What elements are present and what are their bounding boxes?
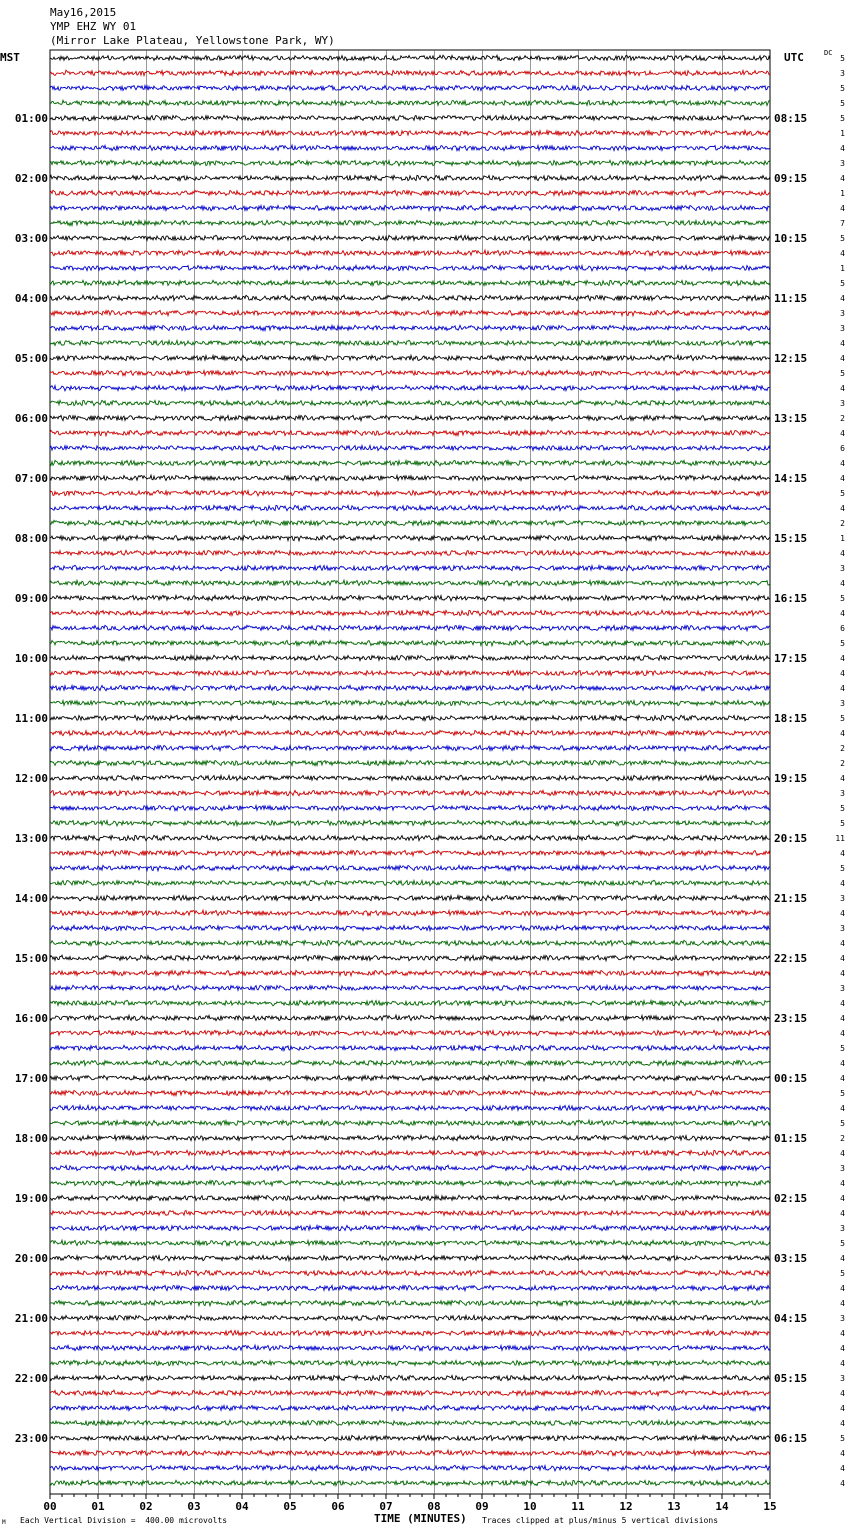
right-hour-label: 18:15 [774, 712, 808, 725]
trace-line [50, 370, 770, 375]
x-tick-label: 06 [331, 1500, 345, 1513]
left-hour-label: 19:00 [14, 1192, 48, 1205]
left-hour-label: 11:00 [14, 712, 48, 725]
dc-offset-value: 5 [840, 1119, 845, 1128]
right-hour-label: 01:15 [774, 1132, 808, 1145]
x-axis [43, 1494, 776, 1513]
dc-offset-value: 4 [840, 1179, 845, 1188]
dc-offset-value: 3 [840, 309, 845, 318]
trace-line [50, 1420, 770, 1425]
dc-offset-value: 5 [840, 279, 845, 288]
dc-offset-value: 3 [840, 1314, 845, 1323]
trace-line [50, 1060, 770, 1066]
dc-offset-value: 5 [840, 639, 845, 648]
left-timezone-label: MST [0, 51, 20, 64]
dc-offset-value: 4 [840, 954, 845, 963]
trace-line [50, 865, 770, 871]
trace-line [50, 985, 770, 990]
trace-line [50, 100, 770, 105]
right-hour-label: 21:15 [774, 892, 808, 905]
trace-line [50, 715, 770, 720]
dc-offset-value: 5 [840, 114, 845, 123]
dc-offset-value: 2 [840, 1134, 845, 1143]
trace-line [50, 1405, 770, 1410]
dc-offset-value: 5 [840, 489, 845, 498]
trace-line [50, 1090, 770, 1095]
dc-offset-value: 4 [840, 1344, 845, 1353]
dc-offset-value: 6 [840, 444, 845, 453]
dc-offset-value: 5 [840, 1044, 845, 1053]
trace-line [50, 115, 770, 120]
dc-offset-value: 4 [840, 1299, 845, 1308]
trace-line [50, 535, 770, 541]
trace-line [50, 805, 770, 810]
trace-line [50, 1180, 770, 1185]
dc-offset-value: 4 [840, 774, 845, 783]
trace-line [50, 1270, 770, 1276]
trace-line [50, 505, 770, 511]
x-tick-label: 13 [667, 1500, 681, 1513]
dc-offset-value: 4 [840, 294, 845, 303]
dc-offset-value: 11 [835, 834, 845, 843]
trace-line [50, 265, 770, 270]
trace-line [50, 340, 770, 346]
left-hour-label: 09:00 [14, 592, 48, 605]
trace-line [50, 895, 770, 901]
x-tick-label: 08 [427, 1500, 441, 1513]
right-hour-label: 12:15 [774, 352, 808, 365]
dc-offset-value: 3 [840, 1224, 845, 1233]
trace-line [50, 670, 770, 676]
trace-line [50, 775, 770, 781]
dc-header: DC [824, 49, 833, 57]
trace-line [50, 310, 770, 315]
trace-line [50, 1465, 770, 1471]
dc-offset-value: 4 [840, 504, 845, 513]
dc-offset-value: 4 [840, 1359, 845, 1368]
trace-line [50, 685, 770, 691]
trace-line [50, 325, 770, 330]
trace-line [50, 640, 770, 645]
trace-line [50, 820, 770, 826]
trace-line [50, 1360, 770, 1366]
trace-line [50, 460, 770, 465]
left-hour-label: 22:00 [14, 1372, 48, 1385]
dc-offset-value: 4 [840, 969, 845, 978]
trace-line [50, 1210, 770, 1216]
left-hour-label: 18:00 [14, 1132, 48, 1145]
trace-line [50, 655, 770, 660]
dc-offset-value: 4 [840, 1419, 845, 1428]
dc-offset-labels [835, 54, 845, 1488]
right-hour-label: 23:15 [774, 1012, 808, 1025]
trace-line [50, 835, 770, 841]
right-hour-label: 15:15 [774, 532, 808, 545]
right-hour-label: 04:15 [774, 1312, 808, 1325]
trace-line [50, 745, 770, 750]
x-tick-label: 14 [715, 1500, 729, 1513]
left-hour-label: 12:00 [14, 772, 48, 785]
dc-offset-value: 4 [840, 1059, 845, 1068]
dc-offset-value: 6 [840, 624, 845, 633]
dc-offset-value: 4 [840, 1014, 845, 1023]
right-hour-label: 11:15 [774, 292, 808, 305]
trace-line [50, 1435, 770, 1441]
x-tick-label: 09 [475, 1500, 489, 1513]
left-hour-label: 21:00 [14, 1312, 48, 1325]
dc-offset-value: 4 [840, 999, 845, 1008]
dc-offset-value: 4 [840, 1029, 845, 1038]
trace-line [50, 475, 770, 480]
dc-offset-value: 4 [840, 879, 845, 888]
corner-mark: M [2, 1519, 6, 1526]
x-tick-label: 07 [379, 1500, 393, 1513]
trace-line [50, 700, 770, 705]
x-tick-label: 05 [283, 1500, 297, 1513]
x-tick-label: 15 [763, 1500, 777, 1513]
dc-offset-value: 1 [840, 264, 845, 273]
left-hour-label: 16:00 [14, 1012, 48, 1025]
left-hour-label: 14:00 [14, 892, 48, 905]
x-tick-label: 10 [523, 1500, 537, 1513]
trace-line [50, 175, 770, 180]
dc-offset-value: 4 [840, 1074, 845, 1083]
left-hour-label: 10:00 [14, 652, 48, 665]
dc-offset-value: 3 [840, 69, 845, 78]
trace-line [50, 1135, 770, 1140]
dc-offset-value: 4 [840, 1104, 845, 1113]
trace-line [50, 910, 770, 915]
dc-offset-value: 4 [840, 654, 845, 663]
trace-line [50, 1075, 770, 1080]
dc-offset-value: 5 [840, 54, 845, 63]
trace-line [50, 1045, 770, 1050]
right-hour-label: 19:15 [774, 772, 808, 785]
trace-line [50, 760, 770, 766]
left-hour-label: 01:00 [14, 112, 48, 125]
left-time-labels [15, 112, 48, 1445]
dc-offset-value: 4 [840, 1149, 845, 1158]
x-tick-label: 02 [139, 1500, 153, 1513]
dc-offset-value: 3 [840, 894, 845, 903]
dc-offset-value: 5 [840, 1269, 845, 1278]
left-hour-label: 17:00 [14, 1072, 48, 1085]
right-hour-label: 17:15 [774, 652, 808, 665]
trace-line [50, 70, 770, 75]
dc-offset-value: 4 [840, 669, 845, 678]
x-tick-label: 03 [187, 1500, 201, 1513]
dc-offset-value: 3 [840, 1164, 845, 1173]
trace-line [50, 610, 770, 615]
trace-line [50, 415, 770, 420]
right-hour-label: 10:15 [774, 232, 808, 245]
plot-date: May16,2015 [50, 6, 117, 19]
trace-line [50, 955, 770, 961]
dc-offset-value: 4 [840, 939, 845, 948]
left-hour-label: 08:00 [14, 532, 48, 545]
trace-line [50, 385, 770, 391]
dc-offset-value: 5 [840, 369, 845, 378]
trace-line [50, 1030, 770, 1036]
trace-line [50, 1285, 770, 1290]
trace-line [50, 445, 770, 451]
trace-line [50, 940, 770, 945]
dc-offset-value: 4 [840, 204, 845, 213]
dc-offset-value: 5 [840, 84, 845, 93]
dc-offset-value: 4 [840, 1254, 845, 1263]
trace-line [50, 925, 770, 931]
dc-offset-value: 4 [840, 429, 845, 438]
left-hour-label: 05:00 [14, 352, 48, 365]
dc-offset-value: 5 [840, 819, 845, 828]
right-hour-label: 16:15 [774, 592, 808, 605]
dc-offset-value: 4 [840, 1329, 845, 1338]
dc-offset-value: 5 [840, 714, 845, 723]
trace-line [50, 1150, 770, 1155]
dc-offset-value: 5 [840, 99, 845, 108]
scale-note: Each Vertical Division = 400.00 microvolts [20, 1516, 228, 1525]
x-tick-label: 01 [91, 1500, 105, 1513]
dc-offset-value: 3 [840, 324, 845, 333]
left-hour-label: 13:00 [14, 832, 48, 845]
dc-offset-value: 5 [840, 234, 845, 243]
trace-line [50, 730, 770, 736]
trace-line [50, 1330, 770, 1336]
trace-line [50, 880, 770, 885]
trace-line [50, 205, 770, 210]
trace-line [50, 1000, 770, 1006]
trace-line [50, 1255, 770, 1261]
dc-offset-value: 3 [840, 159, 845, 168]
left-hour-label: 07:00 [14, 472, 48, 485]
dc-offset-value: 2 [840, 519, 845, 528]
dc-offset-value: 4 [840, 1449, 845, 1458]
trace-line [50, 355, 770, 361]
right-timezone-label: UTC [784, 51, 804, 64]
dc-offset-value: 4 [840, 459, 845, 468]
dc-offset-value: 5 [840, 804, 845, 813]
dc-offset-value: 5 [840, 594, 845, 603]
dc-offset-value: 4 [840, 1284, 845, 1293]
x-tick-label: 00 [43, 1500, 57, 1513]
dc-offset-value: 1 [840, 534, 845, 543]
left-hour-label: 15:00 [14, 952, 48, 965]
trace-line [50, 580, 770, 585]
station-code: YMP EHZ WY 01 [50, 20, 137, 33]
trace-line [50, 1225, 770, 1230]
left-hour-label: 23:00 [14, 1432, 48, 1445]
trace-line [50, 85, 770, 90]
trace-line [50, 970, 770, 975]
dc-offset-value: 4 [840, 684, 845, 693]
dc-offset-value: 4 [840, 1404, 845, 1413]
x-tick-label: 11 [571, 1500, 585, 1513]
trace-line [50, 220, 770, 225]
trace-line [50, 595, 770, 601]
dc-offset-value: 2 [840, 414, 845, 423]
left-hour-label: 06:00 [14, 412, 48, 425]
left-hour-label: 02:00 [14, 172, 48, 185]
dc-offset-value: 2 [840, 759, 845, 768]
dc-offset-value: 1 [840, 129, 845, 138]
right-hour-label: 20:15 [774, 832, 808, 845]
trace-line [50, 1240, 770, 1245]
right-hour-label: 09:15 [774, 172, 808, 185]
dc-offset-value: 4 [840, 474, 845, 483]
right-hour-label: 02:15 [774, 1192, 808, 1205]
dc-offset-value: 4 [840, 549, 845, 558]
dc-offset-value: 5 [840, 1089, 845, 1098]
dc-offset-value: 3 [840, 699, 845, 708]
right-hour-label: 00:15 [774, 1072, 808, 1085]
trace-line [50, 1165, 770, 1171]
trace-line [50, 1015, 770, 1020]
left-hour-label: 04:00 [14, 292, 48, 305]
dc-offset-value: 4 [840, 384, 845, 393]
dc-offset-value: 4 [840, 1464, 845, 1473]
right-hour-label: 14:15 [774, 472, 808, 485]
dc-offset-value: 3 [840, 1374, 845, 1383]
dc-offset-value: 4 [840, 174, 845, 183]
x-axis-title: TIME (MINUTES) [374, 1512, 467, 1525]
dc-offset-value: 1 [840, 189, 845, 198]
trace-line [50, 235, 770, 241]
dc-offset-value: 3 [840, 984, 845, 993]
trace-line [50, 295, 770, 301]
trace-line [50, 160, 770, 166]
dc-offset-value: 5 [840, 864, 845, 873]
dc-offset-value: 4 [840, 339, 845, 348]
trace-line [50, 1390, 770, 1396]
dc-offset-value: 4 [840, 1479, 845, 1488]
trace-line [50, 850, 770, 855]
trace-line [50, 1480, 770, 1485]
dc-offset-value: 4 [840, 144, 845, 153]
dc-offset-value: 4 [840, 609, 845, 618]
trace-line [50, 625, 770, 631]
trace-line [50, 1375, 770, 1380]
dc-offset-value: 4 [840, 1389, 845, 1398]
trace-line [50, 1315, 770, 1320]
trace-line [50, 130, 770, 136]
dc-offset-value: 4 [840, 249, 845, 258]
trace-line [50, 280, 770, 285]
trace-line [50, 520, 770, 525]
trace-line [50, 1300, 770, 1306]
trace-line [50, 250, 770, 256]
dc-offset-value: 5 [840, 1434, 845, 1443]
station-location: (Mirror Lake Plateau, Yellowstone Park, WY) [50, 34, 335, 47]
trace-line [50, 400, 770, 406]
trace-line [50, 565, 770, 571]
dc-offset-value: 4 [840, 909, 845, 918]
dc-offset-value: 3 [840, 789, 845, 798]
dc-offset-value: 4 [840, 354, 845, 363]
right-hour-label: 13:15 [774, 412, 808, 425]
trace-line [50, 430, 770, 436]
x-tick-label: 12 [619, 1500, 633, 1513]
trace-line [50, 145, 770, 150]
trace-line [50, 790, 770, 796]
trace-line [50, 1345, 770, 1350]
dc-offset-value: 3 [840, 399, 845, 408]
dc-offset-value: 4 [840, 579, 845, 588]
dc-offset-value: 3 [840, 564, 845, 573]
dc-offset-value: 4 [840, 849, 845, 858]
dc-offset-value: 7 [840, 219, 845, 228]
clip-note: Traces clipped at plus/minus 5 vertical divisions [482, 1516, 719, 1525]
left-hour-label: 20:00 [14, 1252, 48, 1265]
dc-offset-value: 2 [840, 744, 845, 753]
dc-offset-value: 4 [840, 1194, 845, 1203]
dc-offset-value: 4 [840, 729, 845, 738]
trace-line [50, 55, 770, 60]
right-hour-label: 03:15 [774, 1252, 808, 1265]
dc-offset-value: 5 [840, 1239, 845, 1248]
trace-line [50, 1105, 770, 1111]
x-tick-label: 04 [235, 1500, 249, 1513]
trace-line [50, 1195, 770, 1201]
right-hour-label: 22:15 [774, 952, 808, 965]
dc-offset-value: 3 [840, 924, 845, 933]
dc-offset-value: 4 [840, 1209, 845, 1218]
trace-line [50, 490, 770, 496]
left-hour-label: 03:00 [14, 232, 48, 245]
trace-line [50, 1450, 770, 1455]
trace-line [50, 190, 770, 196]
right-hour-label: 06:15 [774, 1432, 808, 1445]
right-time-labels [774, 112, 807, 1445]
right-hour-label: 05:15 [774, 1372, 808, 1385]
trace-line [50, 1120, 770, 1126]
seismic-traces [50, 55, 770, 1485]
trace-line [50, 550, 770, 555]
right-hour-label: 08:15 [774, 112, 808, 125]
